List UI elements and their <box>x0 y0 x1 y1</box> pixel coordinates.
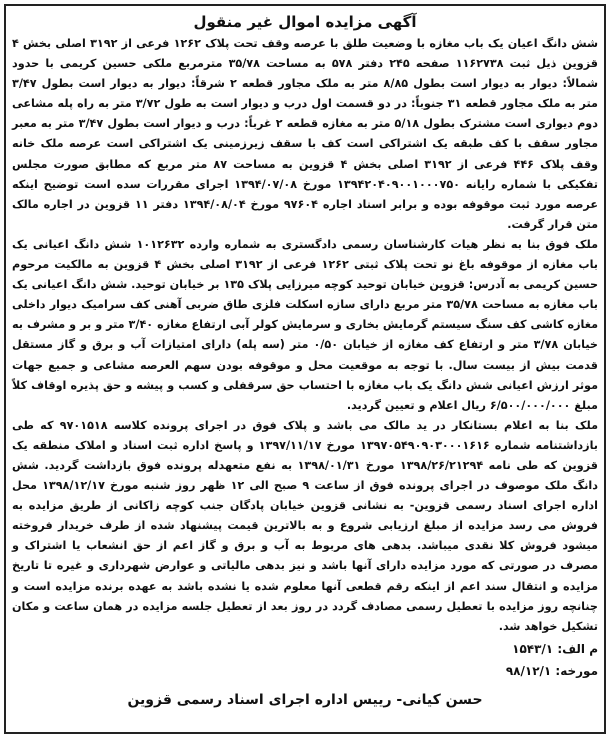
notice-frame <box>4 4 606 734</box>
signature-line: حسن کیانی- رییس اداره اجرای اسناد رسمی قزوین <box>127 691 483 708</box>
paragraph-auction-terms: ملک بنا به اعلام بستانکار در ید مالک می باشد و پلاک فوق در اجرای پرونده کلاسه ۹۷۰۱۵۱۸ که طی بازداشتنامه شماره ۱۳۹۷۰۵۴۹۰۹۰۳۰۰۰۱۶۱۶ مورخ ۱۳۹۷/۱۱/۱۷ و پاسخ اداره ثبت اسناد و املاک منطقه یک قزوین که طی نامه ۱۳۹۸/۲۶/۲۱۲۹۴ مورخ ۱۳۹۸/۰۱/۳۱ به نفع متعهدله پرونده فوق بازداشت گردید. شش دانگ ملک موصوف در اجرای پرونده فوق از ساعت ۹ صبح الی ۱۲ ظهر روز شنبه مورخ ۱۳۹۸/۱۲/۱۷ محل اداره اجرای اسناد رسمی قزوین- به نشانی قزوین خیابان پادگان جنب کوچه زاکانی از طریق مزایده به فروش می رسد مزایده از مبلغ ارزیابی شروع و به بالاترین قیمت پیشنهاد شده از طرف خریدار فروخته میشود فروش کلا نقدی میباشد. بدهی های مربوط به آب و برق و گاز اعم از حق انشعاب یا اشتراک و مصرف در صورتی که مورد مزایده دارای آنها باشد و نیز بدهی مالیاتی و عوارض شهرداری و غیره تا تاریخ مزایده و انتقال سند اعم از اینکه رقم قطعی آنها معلوم شده یا نشده باشد به عهده برنده مزایده است و چنانچه روز مزایده با تعطیل رسمی مصادف گردد در روز بعد از تعطیل جلسه مزایده در همان ساعت و مکان تشکیل خواهد شد. <box>12 418 599 633</box>
notice-date: مورخه: ۹۸/۱۲/۱ <box>505 663 598 678</box>
notice-title: آگهی مزایده اموال غیر منقول <box>193 13 417 31</box>
paragraph-property-description: شش دانگ اعیان یک باب مغازه با وضعیت طلق با عرصه وقف تحت پلاک ۱۲۶۲ فرعی از ۳۱۹۲ اصلی بخش ۴ قزوین ذیل ثبت ۱۱۶۲۷۳۸ صفحه ۲۴۵ دفتر ۵۷۸ به مساحت ۳۵/۷۸ مترمربع ملکی حسین کریمی با حدود شمالاً: دیوار به دیوار است بطول ۸/۸۵ متر به ملک مجاور قطعه ۲ شرقاً: دیوار به دیوار است بطول ۳/۴۷ متر به ملک مجاور قطعه ۳۱ جنوباً: در دو قسمت اول درب و دیوار است به طول ۳/۷۲ متر به راه پله مشاعی دوم دیواری است مشترک بطول ۵/۱۸ متر به مغازه قطعه ۲ غرباً: درب و دیوار است بطول ۳/۴۷ متر به معبر مجاور سقف با کف طبقه یک اشتراکی است کف با سقف زیرزمینی یک اشتراکی است عرصه ملک خانه وقف پلاک ۴۴۶ فرعی از ۳۱۹۲ اصلی بخش ۴ قزوین به مساحت ۸۷ متر مربع که مطابق صورت مجلس تفکیکی با شماره رایانه ۱۳۹۴۲۰۴۰۹۰۰۱۰۰۰۷۵۰ مورخ ۱۳۹۴/۰۷/۰۸ اجرای مقررات سده است توضیح اینکه عرصه مورد ثبت موقوفه بوده و برابر اسناد اجاره ۹۷۶۰۴ مورخ ۱۳۹۴/۰۸/۰۴ دفتر ۱۱ قزوین در اجاره مالک متن قرار گرفت. <box>12 37 599 231</box>
paragraph-expert-valuation: ملک فوق بنا به نظر هیات کارشناسان رسمی دادگستری به شماره وارده ۱۰۱۲۶۳۲ شش دانگ اعیانی یک باب مغازه از موقوفه باغ نو تحت پلاک ثبتی ۱۲۶۲ فرعی از ۳۱۹۲ اصلی بخش ۴ قزوین به مالکیت مرحوم حسین کریمی به آدرس: قزوین خیابان توحید کوچه میرزایی پلاک ۱۳۵ بر خیابان توحید. شش دانگ اعیانی یک باب مغازه به مساحت ۳۵/۷۸ متر مربع دارای سازه اسکلت فلزی طاق ضربی آهنی کف سرامیک دیوار داخلی مغازه کاشی کف سنگ سیستم گرمایش بخاری و سرمایش کولر آبی ارتفاع مغازه ۳/۴۰ متر و بر و مشرف به خیابان ۳/۷۸ متر و ارتفاع کف مغازه از خیابان ۰/۵۰ متر (سه پله) دارای امتیازات آب و برق و گاز مستقل قدمت بیش از بیست سال. با توجه به موقعیت محل و موقوفه بودن سهم العرصه مشاعی و جمیع جهات موثر ارزش اعیانی شش دانگ یک باب مغازه با احتساب حق سرقفلی و کسب و پیشه و حق پذیره اوقاف کلاً مبلغ ۶/۵۰۰/۰۰۰/۰۰۰ ریال اعلام و تعیین گردید. <box>12 237 599 412</box>
notice-body <box>12 12 598 726</box>
reference-number: م الف: ۱۵۴۳/۱ <box>512 641 598 656</box>
